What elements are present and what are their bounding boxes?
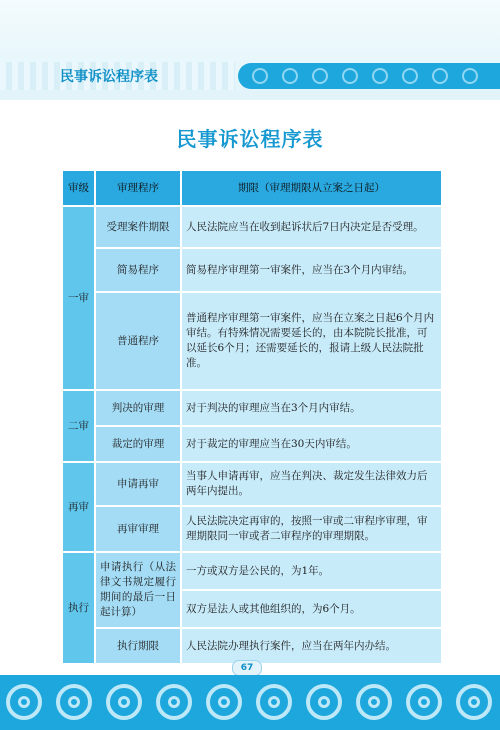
page-footer [0, 658, 500, 730]
procedure-table [61, 169, 443, 665]
procedure-cell: 申请再审 [95, 462, 181, 506]
ornament-scroll-icon [206, 684, 242, 720]
level-cell: 二审 [62, 390, 95, 462]
procedure-cell: 简易程序 [95, 248, 181, 292]
level-cell: 一审 [62, 206, 95, 390]
running-header-title: 民事诉讼程序表 [60, 69, 158, 85]
procedure-cell: 普通程序 [95, 292, 181, 390]
ornament-scroll-icon [156, 684, 192, 720]
period-cell: 一方或双方是公民的，为1年。 [181, 552, 442, 590]
level-cell: 执行 [62, 552, 95, 664]
ornament-swirl-icon [372, 68, 388, 84]
period-cell: 简易程序审理第一审案件，应当在3个月内审结。 [181, 248, 442, 292]
table-row [62, 292, 442, 390]
header-pattern-left [0, 62, 235, 90]
ornament-swirl-icon [432, 68, 448, 84]
ornament-scroll-icon [256, 684, 292, 720]
ornament-scroll-icon [56, 684, 92, 720]
running-header [0, 62, 500, 90]
ornament-swirl-icon [282, 68, 298, 84]
procedure-cell: 再审审理 [95, 506, 181, 552]
ornament-swirl-icon [462, 68, 478, 84]
table-row [62, 426, 442, 462]
procedure-cell: 执行期限 [95, 628, 181, 664]
ornament-scroll-icon [6, 684, 42, 720]
period-cell: 对于裁定的审理应当在30天内审结。 [181, 426, 442, 462]
period-cell: 双方是法人或其他组织的，为6个月。 [181, 590, 442, 628]
period-cell: 对于判决的审理应当在3个月内审结。 [181, 390, 442, 426]
ornament-scroll-icon [106, 684, 142, 720]
ornament-swirl-icon [402, 68, 418, 84]
ornament-scroll-icon [406, 684, 442, 720]
ornament-swirl-icon [312, 68, 328, 84]
table-row [62, 206, 442, 248]
ornament-scroll-icon [356, 684, 392, 720]
level-cell: 再审 [62, 462, 95, 552]
period-cell: 当事人申请再审，应当在判决、裁定发生法律效力后两年内提出。 [181, 462, 442, 506]
procedure-cell: 判决的审理 [95, 390, 181, 426]
ornament-swirl-icon [342, 68, 358, 84]
footer-ornament-band [0, 675, 500, 730]
column-header-level: 审级 [62, 170, 95, 206]
header-ornament-band [238, 63, 500, 89]
column-header-period: 期限（审理期限从立案之日起） [181, 170, 442, 206]
procedure-cell: 申请执行（从法律文书规定履行期间的最后一日起计算） [95, 552, 181, 628]
table-row [62, 506, 442, 552]
ornament-swirl-icon [252, 68, 268, 84]
table-row [62, 552, 442, 590]
period-cell: 普通程序审理第一审案件，应当在立案之日起6个月内审结。有特殊情况需要延长的，由本院院长批准，可以延长6个月；还需要延长的，报请上级人民法院批准。 [181, 292, 442, 390]
table-row [62, 390, 442, 426]
period-cell: 人民法院应当在收到起诉状后7日内决定是否受理。 [181, 206, 442, 248]
period-cell: 人民法院决定再审的，按照一审或二审程序审理，审理期限同一审或者二审程序的审理期限。 [181, 506, 442, 552]
table-header-row [62, 170, 442, 206]
procedure-cell: 受理案件期限 [95, 206, 181, 248]
table-row [62, 248, 442, 292]
period-cell: 人民法院办理执行案件，应当在两年内办结。 [181, 628, 442, 664]
ornament-scroll-icon [456, 684, 492, 720]
page-number: 67 [232, 660, 262, 676]
page-title: 民事诉讼程序表 [176, 127, 324, 151]
table-row [62, 462, 442, 506]
column-header-procedure: 审理程序 [95, 170, 181, 206]
procedure-cell: 裁定的审理 [95, 426, 181, 462]
ornament-scroll-icon [306, 684, 342, 720]
